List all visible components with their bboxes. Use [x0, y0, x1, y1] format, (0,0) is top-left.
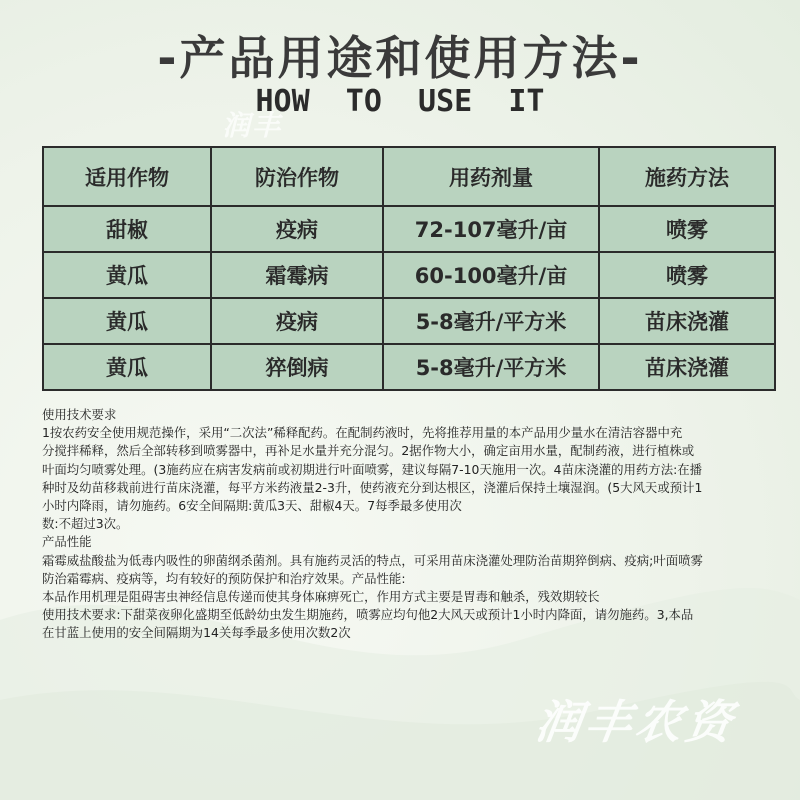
cell-target: 霜霉病 — [211, 252, 383, 298]
watermark-brand: 润丰农资 — [531, 695, 740, 749]
notes-heading-usage: 使用技术要求 — [42, 407, 117, 422]
notes-line: 1按农药安全使用规范操作，采用“二次法”稀释配药。在配制药液时，先将推荐用量的本产品用少量水在清洁容器中充 — [42, 425, 683, 441]
cell-method: 苗床浇灌 — [599, 344, 775, 390]
cell-target: 猝倒病 — [211, 344, 383, 390]
cell-crop: 黄瓜 — [43, 298, 211, 344]
cell-crop: 甜椒 — [43, 206, 211, 252]
notes-line: 小时内降雨，请勿施药。6安全间隔期:黄瓜3天、甜椒4天。7每季最多使用次 — [42, 498, 462, 514]
page-subtitle: HOW TO USE IT — [255, 84, 545, 119]
cell-method: 喷雾 — [599, 206, 775, 252]
header-target: 防治作物 — [211, 147, 383, 206]
cell-target: 疫病 — [211, 298, 383, 344]
notes-line: 叶面均匀喷雾处理。(3施药应在病害发病前或初期进行叶面喷雾，建议每隔7-10天施用一次。4苗床浇灌的用药方法:在播 — [42, 461, 703, 477]
notes-line: 防治霜霉病、疫病等，均有较好的预防保护和治疗效果。产品性能: — [42, 570, 406, 586]
cell-dosage: 5-8毫升/平方米 — [383, 344, 599, 390]
table-header-row — [43, 147, 775, 206]
cell-target: 疫病 — [211, 206, 383, 252]
notes-line: 本品作用机理是阻碍害虫神经信息传递而使其身体麻痹死亡，作用方式主要是胃毒和触杀，残效期较长 — [42, 589, 600, 605]
cell-dosage: 5-8毫升/平方米 — [383, 298, 599, 344]
cell-method: 苗床浇灌 — [599, 298, 775, 344]
page-title: -产品用途和使用方法- — [157, 31, 643, 85]
notes-heading-performance: 产品性能 — [42, 534, 92, 550]
cell-dosage: 72-107毫升/亩 — [383, 206, 599, 252]
notes-line: 分搅拌稀释，然后全部转移到喷雾器中，再补足水量并充分混匀。2据作物大小，确定亩用水量，配制药液，进行植株或 — [42, 443, 695, 459]
watermark-top: 润丰 — [222, 109, 283, 142]
header-method: 施药方法 — [599, 147, 775, 206]
table-row — [43, 206, 775, 252]
notes-line: 霜霉威盐酸盐为低毒内吸性的卵菌纲杀菌剂。具有施药灵活的特点，可采用苗床浇灌处理防治苗期猝倒病、疫病;叶面喷雾 — [42, 552, 703, 568]
notes-line: 使用技术要求:下甜菜夜卵化盛期至低龄幼虫发生期施药，喷雾应均句他2大风天或预计1小时内降面，请勿施药。3,本品 — [42, 607, 694, 623]
header-dosage: 用药剂量 — [383, 147, 599, 206]
cell-crop: 黄瓜 — [43, 344, 211, 390]
usage-notes — [42, 406, 782, 643]
cell-crop: 黄瓜 — [43, 252, 211, 298]
header-crop: 适用作物 — [43, 147, 211, 206]
table-row — [43, 252, 775, 298]
table-row — [43, 298, 775, 344]
usage-table — [42, 146, 776, 391]
cell-dosage: 60-100毫升/亩 — [383, 252, 599, 298]
notes-line: 种时及幼苗移栽前进行苗床浇灌，每平方米药液量2-3升，使药液充分到达根区，浇灌后保持土壤湿润。(5大风天或预计1 — [42, 479, 703, 495]
notes-line: 在甘蓝上使用的安全间隔期为14关每季最多使用次数2次 — [42, 625, 351, 641]
cell-method: 喷雾 — [599, 252, 775, 298]
table-row — [43, 344, 775, 390]
notes-line: 数:不超过3次。 — [42, 516, 129, 532]
